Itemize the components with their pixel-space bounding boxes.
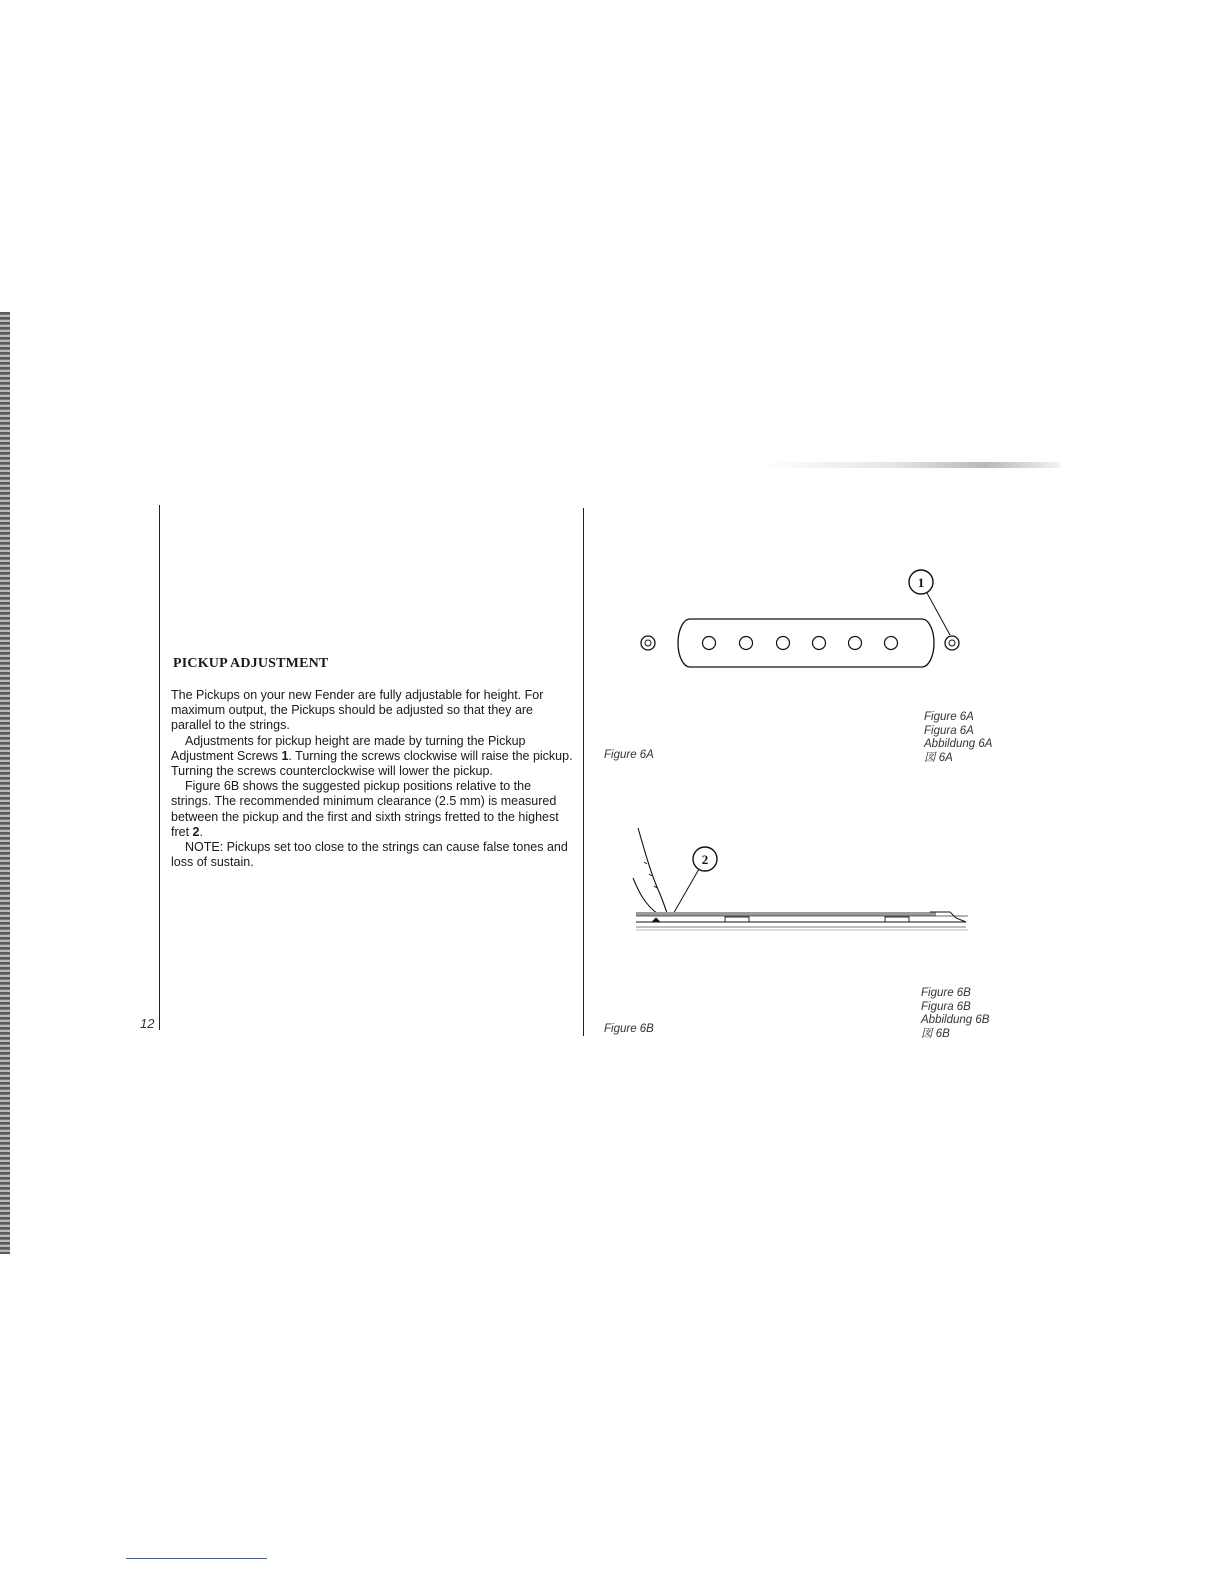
left-column-rule [159,505,160,1030]
caption-line: Abbildung 6A [924,738,993,751]
page-number: 12 [140,1016,155,1031]
callout-leader-line [672,869,699,916]
pole-piece-5 [849,637,862,650]
right-column-rule [583,508,584,1036]
right-screw-slot-icon [949,640,955,646]
caption-line: Figura 6A [924,724,974,737]
pole-piece-2 [740,637,753,650]
text-run: . [199,824,203,839]
fret-marker [652,918,660,922]
figure-6a-label: Figure 6A [604,749,654,761]
caption-line: Abbildung 6B [921,1014,990,1027]
footer-rule [126,1558,267,1559]
figure-6b-label: Figure 6B [604,1023,654,1035]
bridge-pickup-outline [885,917,909,922]
scan-edge-artifact [0,312,10,1254]
callout-ref-2: 2 [192,824,200,839]
section-heading: PICKUP ADJUSTMENT [173,656,329,671]
finger-outline [633,878,670,916]
caption-line: Figure 6B [921,987,971,999]
callout-ref-1: 1 [281,748,289,763]
figure-6a-caption [924,711,992,765]
neck-pickup-outline [725,917,749,922]
text-run: Adjustments for pickup height are made by turning the Pickup Adjustment Screws [171,733,526,763]
pole-piece-6 [885,637,898,650]
callout-number-1: 1 [917,575,925,590]
right-mounting-screw-icon [945,636,959,650]
paragraph [171,688,573,734]
pickup-top-view-figure [630,560,980,678]
paragraph [171,734,573,780]
strings [636,912,936,916]
pole-piece-4 [813,637,826,650]
callout-number-2: 2 [701,852,709,867]
text-run: NOTE: Pickups set too close to the strings can cause false tones and loss of sustain. [171,840,568,870]
text-run: . Turning the screws clockwise will raise the pickup. Turning the screws counterclockwise will lower the pickup. [171,748,573,779]
pole-piece-1 [703,637,716,650]
left-mounting-screw-icon [641,636,655,650]
caption-line: Figura 6B [921,1000,971,1013]
caption-line: 図 6A [924,751,953,764]
paragraph [171,840,573,870]
caption-line: 図 6B [921,1027,950,1040]
text-run: The Pickups on your new Fender are fully adjustable for height. For maximum output, the Pickups should be adjusted so that they are parallel to the strings. [171,688,544,733]
callout-leader-line [927,593,950,635]
left-screw-slot-icon [645,640,651,646]
scan-noise-artifact [760,462,1060,468]
finger-outline [638,828,668,916]
body-text [171,688,573,870]
caption-line: Figure 6A [924,711,974,723]
pole-piece-3 [777,637,790,650]
fret-clearance-side-view-figure [630,822,975,937]
text-run: Figure 6B shows the suggested pickup positions relative to the strings. The recommended minimum clearance (2.5 mm) is measured between the pickup and the first and sixth strings fretted to the highest fret [171,779,559,839]
paragraph [171,779,573,840]
figure-6b-caption [921,987,989,1041]
pickup-cover-outline [678,619,934,667]
finger-detail [644,862,657,888]
